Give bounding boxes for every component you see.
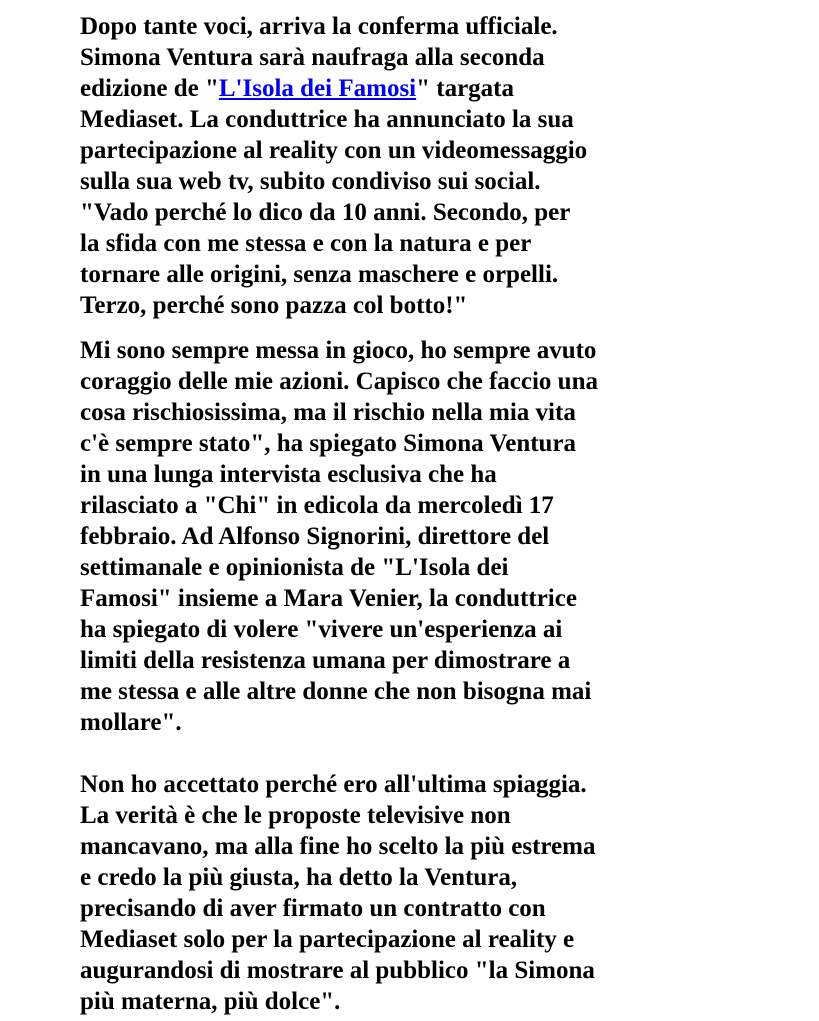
text-line: c'è sempre stato", ha spiegato Simona Ventura xyxy=(80,430,577,457)
paragraph-1 xyxy=(80,11,680,321)
text-line: Mi sono sempre messa in gioco, ho sempre avuto xyxy=(80,337,597,364)
text-line: Mediaset. La conduttrice ha annunciato la sua xyxy=(80,106,574,133)
text-line: in una lunga intervista esclusiva che ha xyxy=(80,461,497,488)
text-line: cosa rischiosissima, ma il rischio nella mia vita xyxy=(80,399,576,426)
paragraph-2 xyxy=(80,335,680,738)
text-line: coraggio delle mie azioni. Capisco che faccio una xyxy=(80,368,598,395)
text-line: rilasciato a "Chi" in edicola da mercoledì 17 xyxy=(80,492,554,519)
text-line: settimanale e opinionista de "L'Isola dei xyxy=(80,554,509,581)
text-line: Simona Ventura sarà naufraga alla seconda xyxy=(80,44,545,71)
text-line: sulla sua web tv, subito condiviso sui social. xyxy=(80,168,541,195)
text-line: "Vado perché lo dico da 10 anni. Secondo, per xyxy=(80,199,571,226)
text-line: precisando di aver firmato un contratto con xyxy=(80,895,546,922)
text-line: Terzo, perché sono pazza col botto!" xyxy=(80,292,468,319)
text-line: mancavano, ma alla fine ho scelto la più estrema xyxy=(80,833,596,860)
blank-line xyxy=(80,738,680,769)
paragraph-3 xyxy=(80,769,680,1017)
text-line: febbraio. Ad Alfonso Signorini, direttore del xyxy=(80,523,550,550)
text-line: La verità è che le proposte televisive non xyxy=(80,802,511,829)
text-line: Dopo tante voci, arriva la conferma ufficiale. xyxy=(80,13,558,40)
text-line: ha spiegato di volere "vivere un'esperienza ai xyxy=(80,616,563,643)
text-segment: " targata xyxy=(416,75,515,102)
text-line: augurandosi di mostrare al pubblico "la Simona xyxy=(80,957,595,984)
text-line: mollare". xyxy=(80,709,182,736)
isola-dei-famosi-link[interactable]: L'Isola dei Famosi xyxy=(218,75,417,102)
text-line: me stessa e alle altre donne che non bisogna mai xyxy=(80,678,592,705)
text-line: e credo la più giusta, ha detto la Ventura, xyxy=(80,864,518,891)
article-body xyxy=(80,11,680,1017)
text-line: la sfida con me stessa e con la natura e per xyxy=(80,230,532,257)
text-line-with-link xyxy=(80,73,680,104)
text-line: Famosi" insieme a Mara Venier, la conduttrice xyxy=(80,585,577,612)
text-line: partecipazione al reality con un videomessaggio xyxy=(80,137,588,164)
text-line: Mediaset solo per la partecipazione al reality e xyxy=(80,926,575,953)
text-segment: edizione de " xyxy=(80,75,219,102)
text-line: limiti della resistenza umana per dimostrare a xyxy=(80,647,571,674)
text-line: più materna, più dolce". xyxy=(80,988,341,1015)
text-line: tornare alle origini, senza maschere e orpelli. xyxy=(80,261,559,288)
text-line: Non ho accettato perché ero all'ultima spiaggia. xyxy=(80,771,587,798)
